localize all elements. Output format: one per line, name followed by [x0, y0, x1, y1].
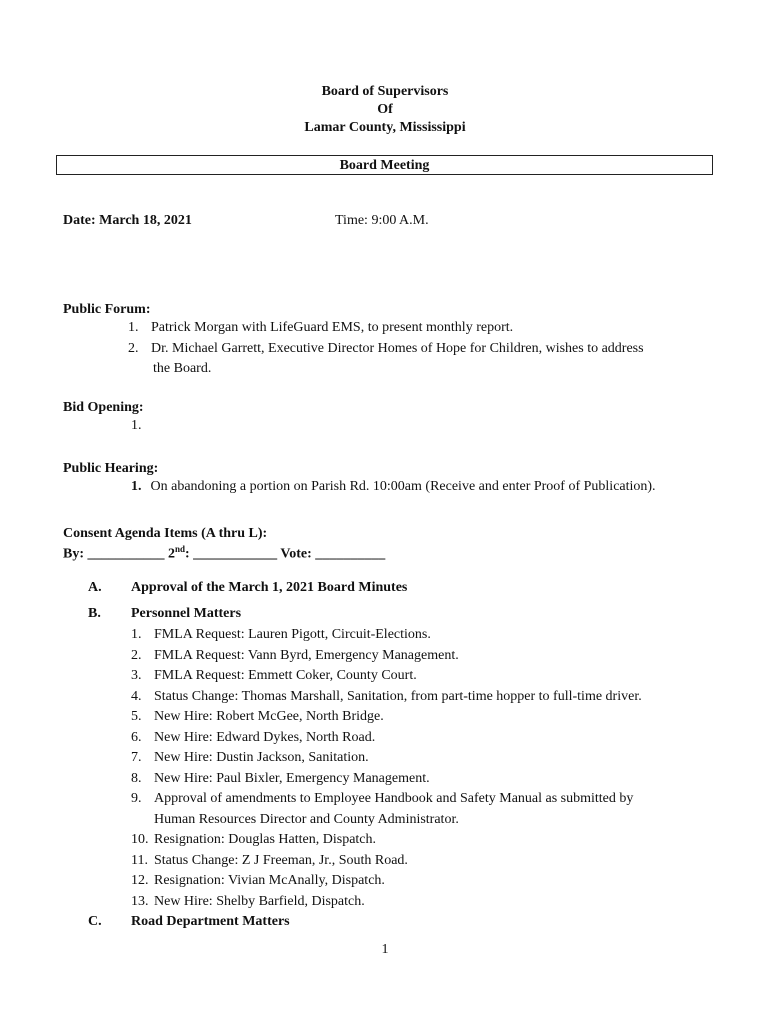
- second-superscript: nd: [175, 544, 186, 554]
- item-number: 9.: [131, 791, 142, 806]
- vote-label: : ____________ Vote: __________: [185, 546, 386, 562]
- item-number: 10.: [131, 832, 149, 847]
- title-line-2: Of: [377, 102, 393, 117]
- section-b-letter: B.: [88, 606, 101, 621]
- item-text: FMLA Request: Vann Byrd, Emergency Management.: [154, 647, 459, 663]
- list-item: [131, 689, 642, 705]
- item-number: 8.: [131, 770, 142, 786]
- by-label: By: ___________ 2: [63, 546, 175, 562]
- item-number: 2.: [131, 647, 142, 663]
- consent-vote-line: [63, 544, 385, 563]
- item-number: 2.: [128, 341, 139, 356]
- item-text: Approval of amendments to Employee Handbook and Safety Manual as submitted by: [154, 791, 634, 806]
- item-number: 1.: [131, 479, 142, 494]
- item-number: 5.: [131, 709, 142, 724]
- item-number: 7.: [131, 750, 142, 765]
- item-text: FMLA Request: Emmett Coker, County Court.: [154, 668, 417, 683]
- item-number: 1.: [131, 627, 142, 642]
- item-text: New Hire: Robert McGee, North Bridge.: [154, 709, 384, 724]
- item-number: 13.: [131, 893, 149, 909]
- meeting-date: Date: March 18, 2021: [63, 213, 192, 228]
- title-line-3: Lamar County, Mississippi: [304, 120, 466, 135]
- bid-opening-item-number: 1.: [131, 418, 142, 433]
- item-number: 3.: [131, 668, 142, 683]
- item-number: 4.: [131, 688, 142, 704]
- item-number: 11.: [131, 852, 148, 868]
- list-item: [131, 668, 417, 684]
- public-hearing-item: [131, 479, 656, 495]
- item-text: New Hire: Paul Bixler, Emergency Management.: [154, 770, 430, 786]
- item-continuation: the Board.: [153, 361, 212, 376]
- consent-agenda-heading: Consent Agenda Items (A thru L):: [63, 526, 268, 541]
- list-item: [128, 341, 644, 357]
- section-c-letter: C.: [88, 914, 102, 929]
- public-forum-heading: Public Forum:: [63, 302, 151, 317]
- list-item: [131, 771, 430, 787]
- list-item: [131, 853, 408, 869]
- list-item: [131, 627, 431, 643]
- list-item: [128, 320, 513, 336]
- public-hearing-heading: Public Hearing:: [63, 461, 159, 476]
- list-item: [131, 832, 376, 848]
- list-item: [131, 709, 384, 725]
- list-item: [131, 648, 459, 664]
- section-a-title: Approval of the March 1, 2021 Board Minutes: [131, 580, 408, 595]
- item-text: Dr. Michael Garrett, Executive Director Homes of Hope for Children, wishes to address: [151, 341, 644, 356]
- section-b-title: Personnel Matters: [131, 606, 242, 621]
- bid-opening-heading: Bid Opening:: [63, 400, 144, 415]
- item-text: Human Resources Director and County Administrator.: [154, 811, 459, 827]
- meeting-title-box: Board Meeting: [56, 155, 713, 175]
- list-item: [131, 812, 459, 828]
- page-number: 1: [381, 942, 389, 957]
- list-item: [131, 750, 369, 766]
- item-text: New Hire: Shelby Barfield, Dispatch.: [154, 893, 365, 909]
- section-a-letter: A.: [88, 580, 102, 595]
- item-text: On abandoning a portion on Parish Rd. 10:00am (Receive and enter Proof of Publication).: [150, 479, 656, 494]
- item-text: Resignation: Douglas Hatten, Dispatch.: [154, 832, 377, 847]
- list-item: [131, 873, 385, 889]
- item-text: New Hire: Dustin Jackson, Sanitation.: [154, 750, 369, 765]
- item-number: 12.: [131, 873, 149, 888]
- meeting-time: Time: 9:00 A.M.: [335, 213, 429, 228]
- list-item: [131, 730, 375, 746]
- item-text: New Hire: Edward Dykes, North Road.: [154, 729, 376, 745]
- section-c-title: Road Department Matters: [131, 914, 290, 929]
- item-text: Resignation: Vivian McAnally, Dispatch.: [154, 873, 385, 888]
- title-line-1: Board of Supervisors: [321, 84, 449, 99]
- list-item: [131, 791, 633, 807]
- item-number: 1.: [128, 320, 139, 335]
- item-number: 6.: [131, 729, 142, 745]
- item-text: Status Change: Z J Freeman, Jr., South Road.: [154, 852, 408, 868]
- item-text: Patrick Morgan with LifeGuard EMS, to present monthly report.: [151, 320, 514, 335]
- list-item: [131, 894, 365, 910]
- item-text: FMLA Request: Lauren Pigott, Circuit-Elections.: [154, 627, 431, 642]
- item-text: Status Change: Thomas Marshall, Sanitation, from part-time hopper to full-time driver.: [154, 688, 642, 704]
